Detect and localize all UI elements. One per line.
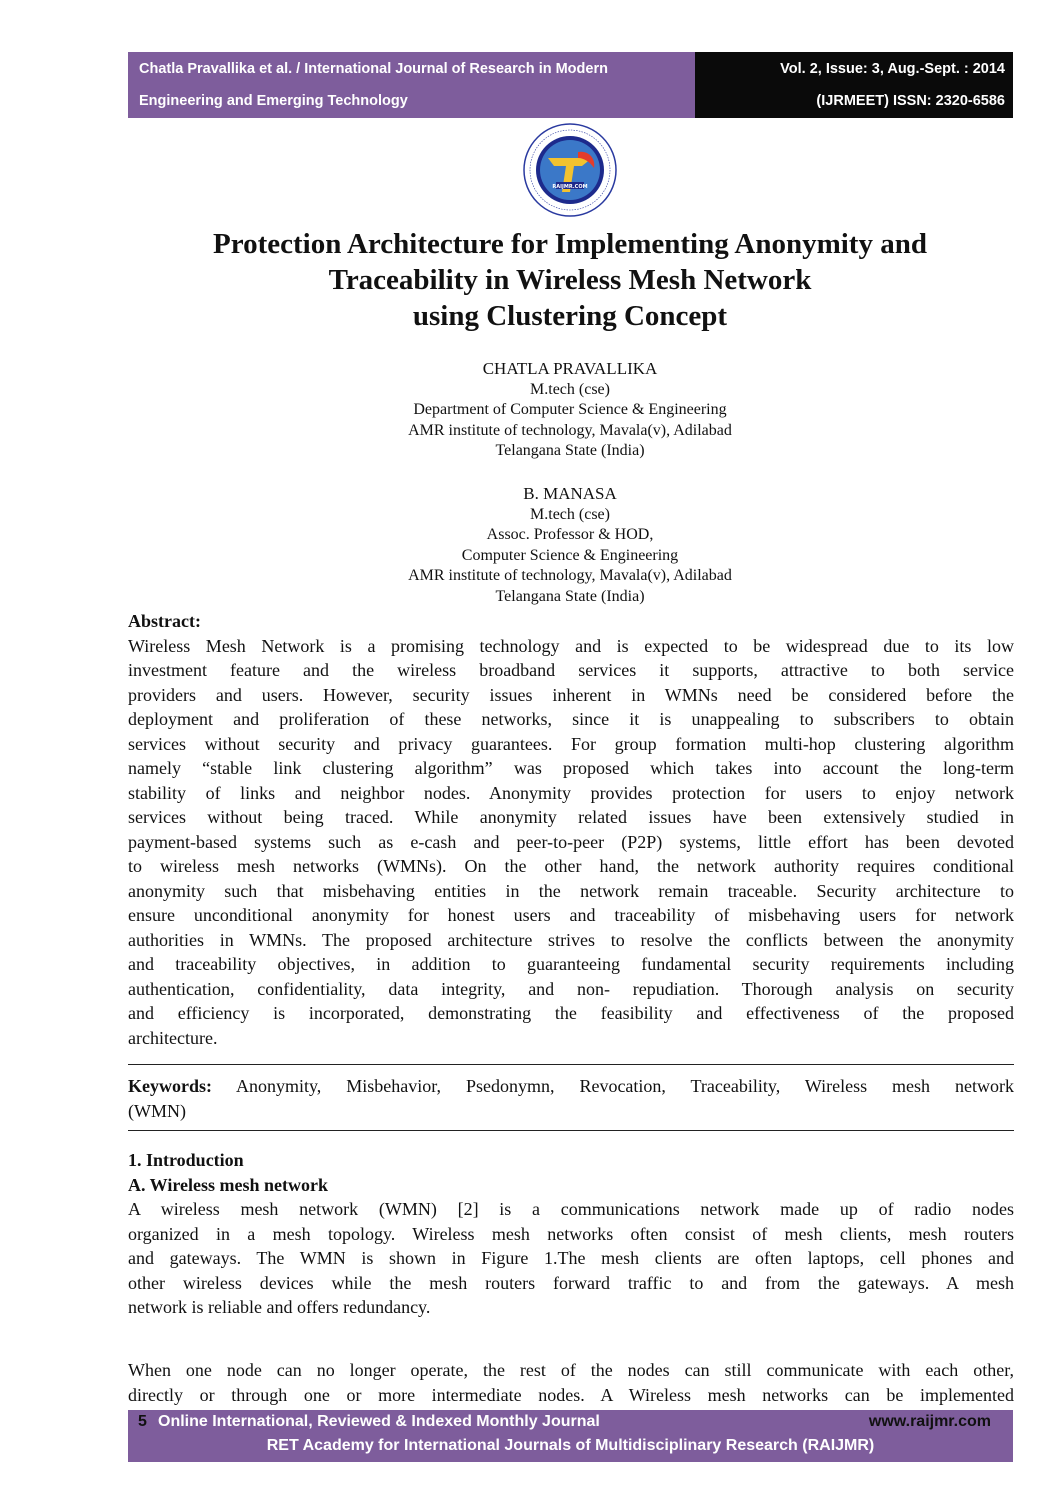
abstract-line: and efficiency is incorporated, demonstrating the feasibility and effectiveness of the proposed — [128, 1003, 1014, 1023]
intro-para1-line: A wireless mesh network (WMN) [2] is a communications network made up of radio nodes — [128, 1199, 1014, 1219]
intro-para1-line: organized in a mesh topology. Wireless mesh networks often consist of mesh clients, mesh routers — [128, 1223, 1014, 1244]
page-footer — [128, 1410, 1013, 1462]
footer-journal-line: Online International, Reviewed & Indexed Monthly Journal — [158, 1413, 600, 1430]
raijmr-logo-icon — [522, 122, 618, 218]
introduction-section — [128, 1148, 1014, 1320]
abstract-line: services without being traced. While anonymity related issues have been extensively studied in — [128, 807, 1014, 827]
subsection-heading: A. Wireless mesh network — [128, 1174, 328, 1195]
author-institute: AMR institute of technology, Mavala(v), Adilabad — [408, 567, 732, 584]
header-citation-line2: Engineering and Emerging Technology — [139, 93, 408, 109]
introduction-heading: 1. Introduction — [128, 1150, 244, 1170]
footer-url-link[interactable]: www.raijmr.com — [868, 1413, 991, 1430]
abstract-line: ensure unconditional anonymity for honest users and traceability of misbehaving users for network — [128, 905, 1014, 925]
abstract-line: Wireless Mesh Network is a promising technology and is expected to be widespread due to its low — [128, 635, 1014, 656]
page-number: 5 — [138, 1413, 147, 1430]
abstract-line: anonymity such that misbehaving entities in the network remain traceable. Security architecture to — [128, 880, 1014, 901]
keywords-line-1 — [128, 1074, 1014, 1099]
author-position: Assoc. Professor & HOD, — [486, 526, 654, 543]
author-block-1 — [200, 359, 940, 462]
author-state: Telangana State (India) — [495, 442, 645, 459]
intro-para1-line: network is reliable and offers redundancy. — [128, 1297, 431, 1317]
abstract-heading: Abstract: — [128, 611, 201, 631]
abstract-line: services without security and privacy guarantees. For group formation multi-hop clustering algorithm — [128, 733, 1014, 754]
abstract-line: authorities in WMNs. The proposed architecture strives to resolve the conflicts between the anonymity — [128, 929, 1014, 950]
title-line-1: Protection Architecture for Implementing Anonymity and — [213, 228, 927, 260]
abstract-line: providers and users. However, security issues inherent in WMNs need be considered before the — [128, 684, 1014, 705]
title-line-2: Traceability in Wireless Mesh Network — [328, 264, 812, 296]
author-state: Telangana State (India) — [495, 587, 645, 605]
header-left-band — [128, 52, 695, 118]
author-name: CHATLA PRAVALLIKA — [482, 359, 658, 378]
svg-text:RAIJMR.COM: RAIJMR.COM — [552, 184, 588, 190]
title-line-3: using Clustering Concept — [412, 300, 728, 332]
abstract-section — [128, 609, 1014, 1050]
keywords-section — [128, 1074, 1014, 1123]
abstract-line: to wireless mesh networks (WMNs). On the other hand, the network authority requires conditional — [128, 856, 1014, 876]
abstract-line: namely “stable link clustering algorithm” was proposed which takes into account the long-term — [128, 758, 1014, 778]
abstract-line: stability of links and neighbor nodes. Anonymity provides protection for users to enjoy network — [128, 782, 1014, 803]
keywords-text: Anonymity, Misbehavior, Psedonymn, Revocation, Traceability, Wireless mesh network — [235, 1076, 1014, 1096]
header-right-band — [695, 52, 1013, 118]
abstract-line: deployment and proliferation of these networks, since it is unappealing to subscribers to obtain — [128, 709, 1014, 729]
keywords-label: Keywords: — [128, 1076, 212, 1096]
abstract-line: and traceability objectives, in addition to guaranteeing fundamental security requirements including — [128, 954, 1014, 974]
keywords-top-rule — [128, 1064, 1014, 1065]
footer-academy-line: RET Academy for International Journals of Multidisciplinary Research (RAIJMR) — [266, 1437, 875, 1454]
intro-para2-line: directly or through one or more intermediate nodes. A Wireless mesh networks can be implemented — [128, 1384, 1014, 1405]
author-degree: M.tech (cse) — [530, 505, 610, 523]
keywords-line-2: (WMN) — [128, 1100, 186, 1121]
journal-logo — [522, 122, 618, 218]
author-institute: AMR institute of technology, Mavala(v), Adilabad — [408, 421, 732, 439]
intro-para2-line: When one node can no longer operate, the rest of the nodes can still communicate with each other, — [128, 1360, 1014, 1380]
author-degree: M.tech (cse) — [530, 380, 610, 398]
abstract-line: payment-based systems such as e-cash and peer-to-peer (P2P) systems, little effort has been devoted — [128, 831, 1014, 852]
author-department: Department of Computer Science & Engineering — [413, 401, 727, 418]
header-issn: (IJRMEET) ISSN: 2320-6586 — [816, 93, 1005, 109]
header-citation-line1: Chatla Pravallika et al. / International Journal of Research in Modern — [139, 61, 608, 77]
intro-para1-line: other wireless devices while the mesh routers forward traffic to and from the gateways. A mesh — [128, 1272, 1014, 1293]
paper-title — [60, 226, 1058, 334]
author-block-2 — [200, 484, 940, 607]
intro-para1-line: and gateways. The WMN is shown in Figure 1.The mesh clients are often laptops, cell phones and — [128, 1248, 1014, 1268]
author-name: B. MANASA — [523, 484, 617, 503]
abstract-line: authentication, confidentiality, data integrity, and non- repudiation. Thorough analysis on security — [128, 978, 1014, 999]
introduction-para-2 — [128, 1358, 1014, 1407]
header-volume-issue: Vol. 2, Issue: 3, Aug.-Sept. : 2014 — [780, 61, 1005, 77]
abstract-line: investment feature and the wireless broadband services it supports, attractive to both service — [128, 660, 1014, 680]
abstract-line: architecture. — [128, 1027, 218, 1048]
author-department: Computer Science & Engineering — [461, 546, 679, 564]
keywords-bottom-rule — [128, 1130, 1014, 1131]
